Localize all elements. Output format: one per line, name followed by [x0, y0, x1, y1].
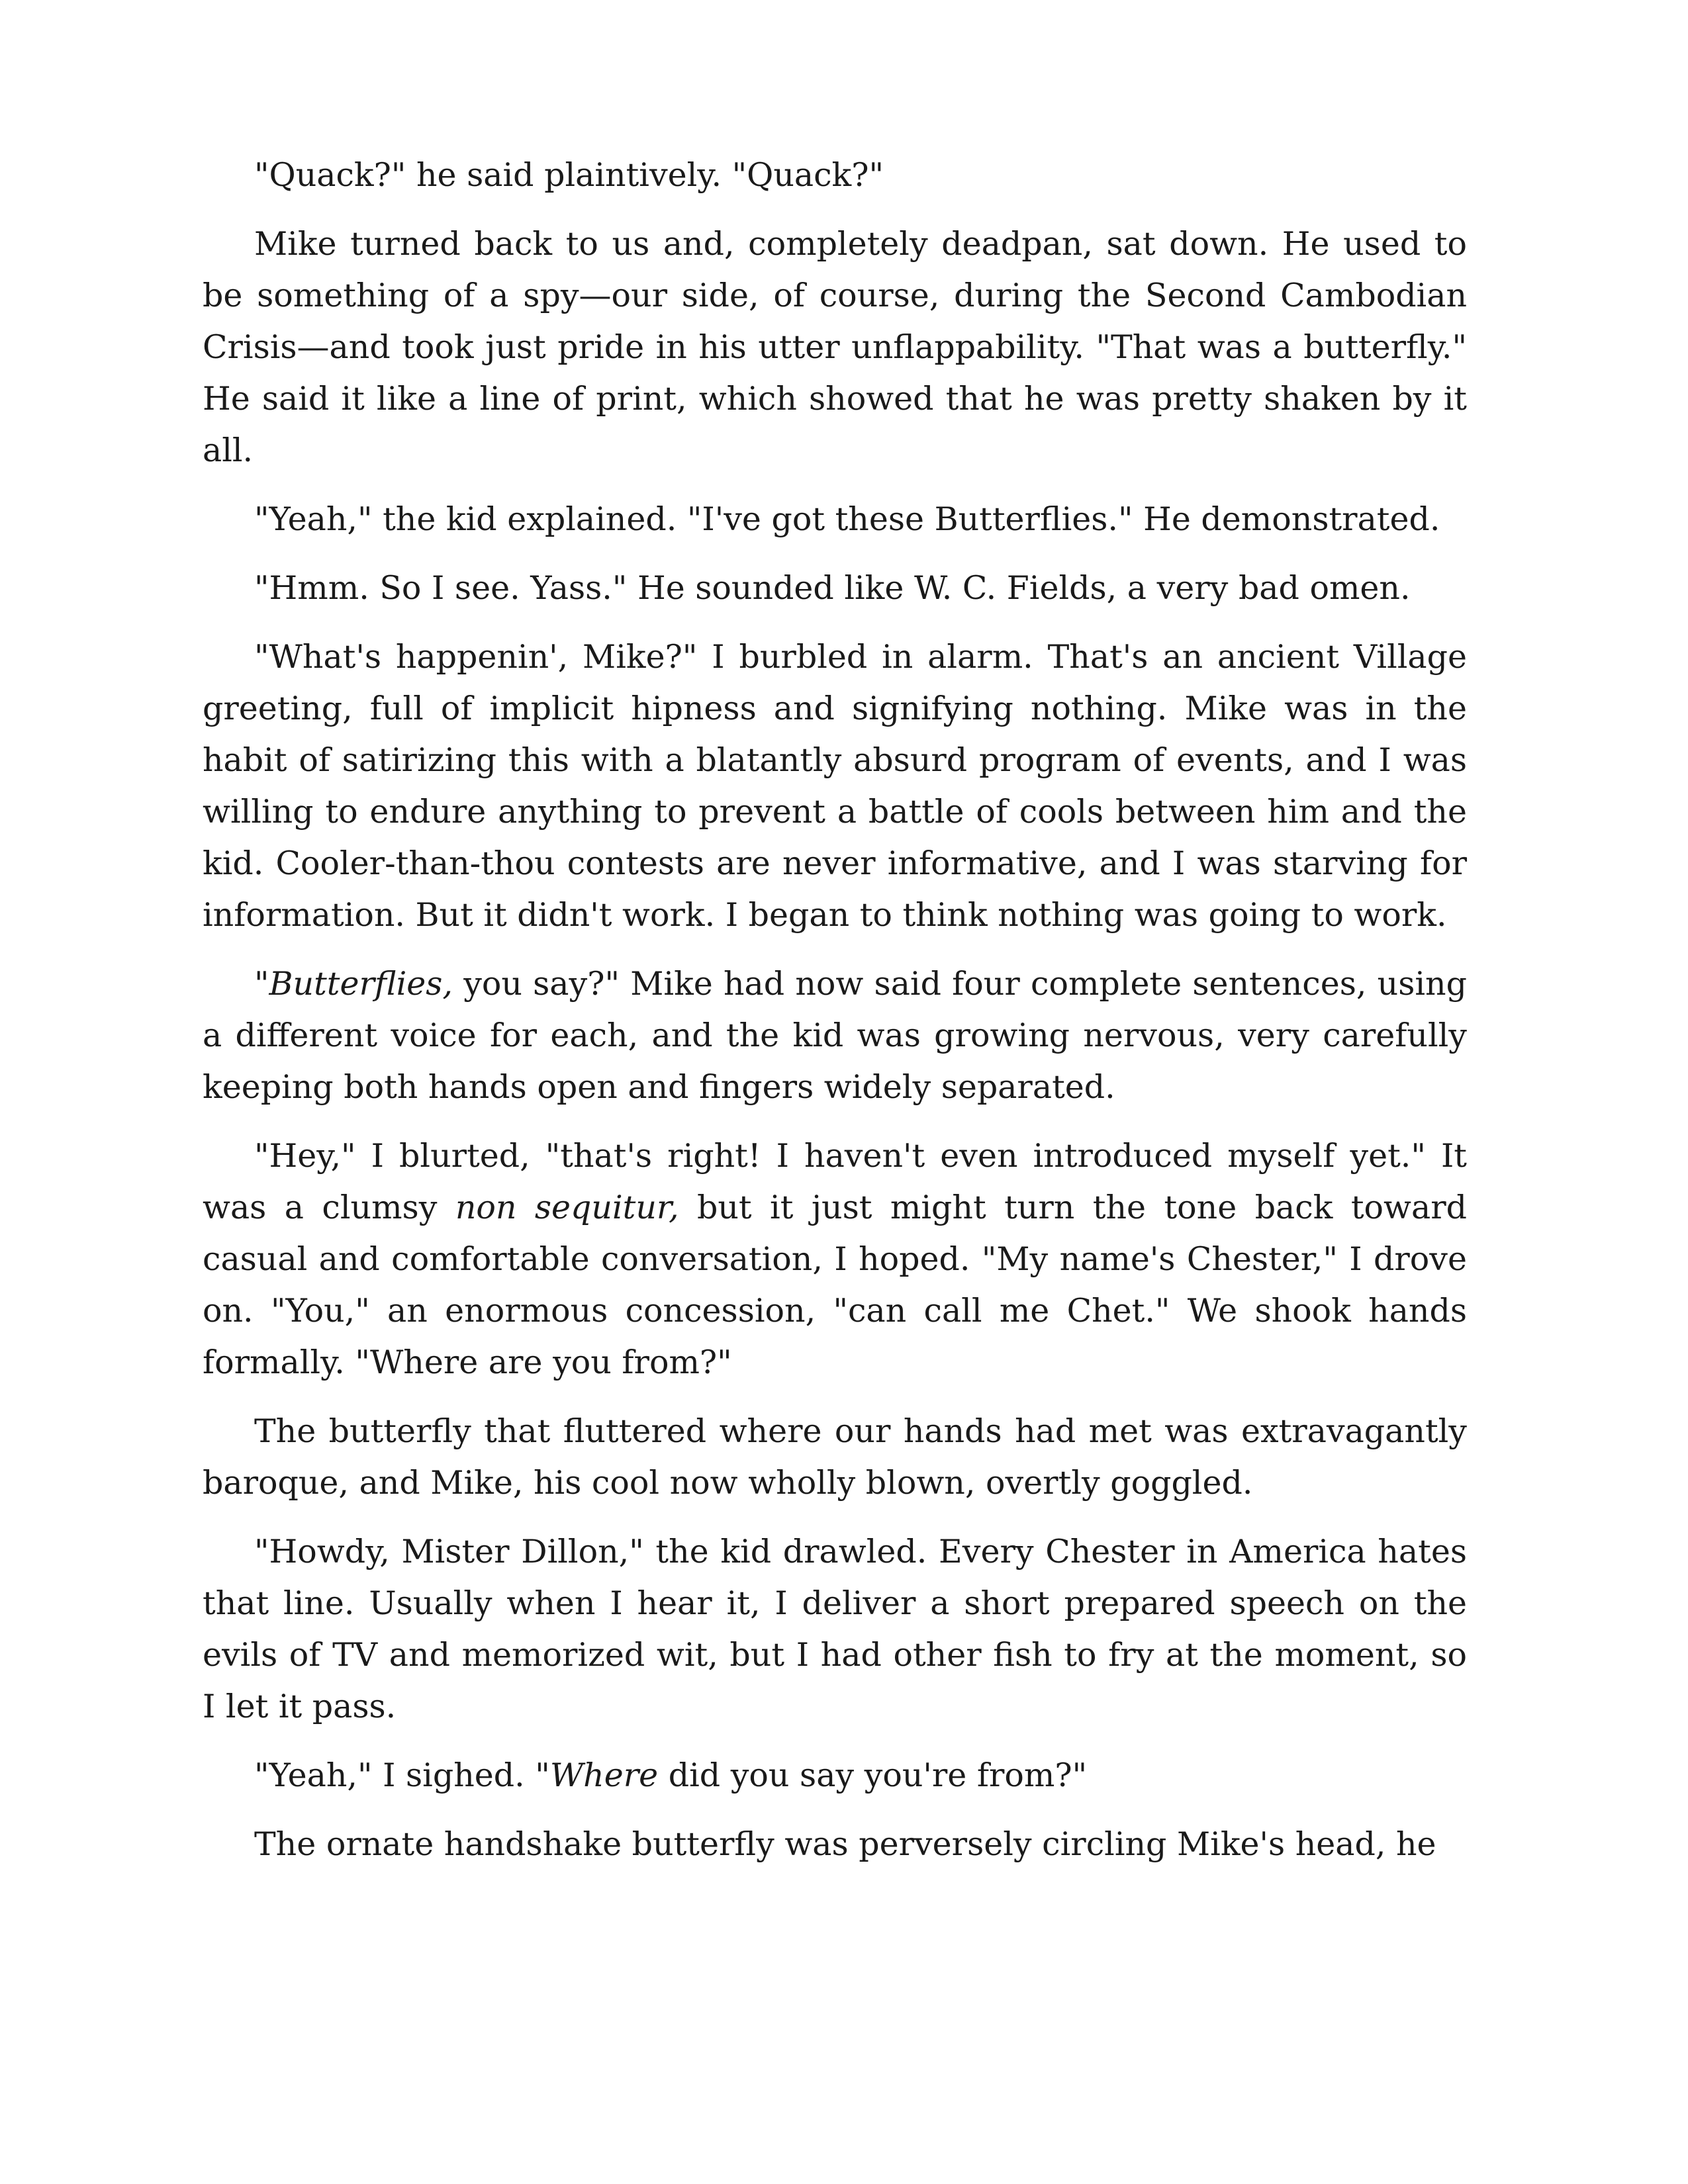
paragraph-6: "Butterflies, you say?" Mike had now said four complete sentences, using a different voice for each, and the kid was growing nervous, very carefully keeping both hands open and fingers widely separated. [203, 965, 1467, 1106]
paragraph-4: "Hmm. So I see. Yass." He sounded like W. C. Fields, a very bad omen. [254, 569, 1411, 607]
italic-run: non sequitur, [455, 1189, 679, 1226]
paragraph-11: The ornate handshake butterfly was perversely circling Mike's head, he [254, 1825, 1436, 1863]
italic-run: "Where [535, 1756, 659, 1794]
paragraph-7: "Hey," I blurted, "that's right! I haven't even introduced myself yet." It was a clumsy non sequitur, but it just might turn the tone back toward casual and comfortable conversation, I hoped. "My name's Chester," I drove on. "You," an enormous concession, "can call me Chet." We shook hands formally. "Where are you from?" [203, 1137, 1467, 1381]
paragraph-1: "Quack?" he said plaintively. "Quack?" [254, 156, 884, 194]
paragraph-8: The butterfly that fluttered where our hands had met was extravagantly baroque, and Mike, his cool now wholly blown, overtly goggled. [203, 1412, 1467, 1502]
paragraph-2: Mike turned back to us and, completely deadpan, sat down. He used to be something of a spy—our side, of course, during the Second Cambodian Crisis—and took just pride in his utter unflappability. "That was a butterfly." He said it like a line of print, which showed that he was pretty shaken by it all. [203, 225, 1467, 469]
paragraph-5: "What's happenin', Mike?" I burbled in alarm. That's an ancient Village greeting, full of implicit hipness and signifying nothing. Mike was in the habit of satirizing this with a blatantly absurd program of events, and I was willing to endure anything to prevent a battle of cools between him and the kid. Cooler-than-thou contests are never informative, and I was starving for information. But it didn't work. I began to think nothing was going to work. [203, 638, 1467, 934]
paragraph-10: "Yeah," I sighed. "Where did you say you're from?" [254, 1756, 1088, 1794]
paragraph-3: "Yeah," the kid explained. "I've got these Butterflies." He demonstrated. [254, 500, 1440, 538]
italic-run: "Butterflies, [254, 965, 453, 1003]
paragraph-9: "Howdy, Mister Dillon," the kid drawled. Every Chester in America hates that line. Usually when I hear it, I deliver a short prepared speech on the evils of TV and memorized wit, but I had other fish to fry at the moment, so I let it pass. [203, 1533, 1467, 1725]
page-body [203, 150, 1467, 1870]
